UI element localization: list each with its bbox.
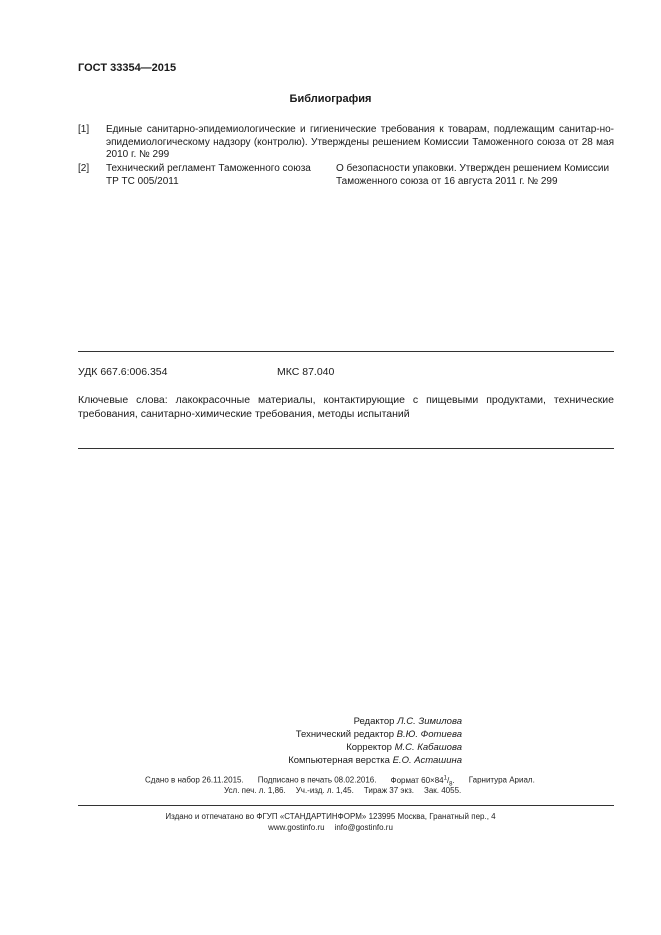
credit-layout xyxy=(200,754,462,767)
divider xyxy=(78,351,614,352)
divider xyxy=(78,805,614,806)
bibliography-title: Библиография xyxy=(289,93,372,105)
credit-role: Компьютерная верстка xyxy=(288,755,390,766)
credit-name: В.Ю. Фотиева xyxy=(396,729,462,740)
document-id: ГОСТ 33354—2015 xyxy=(78,62,177,74)
credit-tech-editor xyxy=(200,728,462,741)
reference-source: Технический регламент Таможенного союза ТР ТС 005/2011 xyxy=(106,163,311,187)
mks-code: МКС 87.040 xyxy=(277,366,335,378)
credit-role: Корректор xyxy=(346,742,392,753)
reference-number: [1] xyxy=(78,124,90,135)
email-link[interactable]: info@gostinfo.ru xyxy=(334,823,393,832)
print-sheets: Усл. печ. л. 1,86. xyxy=(224,786,286,795)
typeface: Гарнитура Ариал. xyxy=(468,775,535,785)
submitted-date: Сдано в набор 26.11.2015. xyxy=(145,775,244,785)
divider xyxy=(78,448,614,449)
publisher-address: Издано и отпечатано во ФГУП «СТАНДАРТИНФОРМ» 123995 Москва, Гранатный пер., 4 xyxy=(165,812,496,821)
order-number: Зак. 4055. xyxy=(424,786,462,795)
credit-proofreader xyxy=(200,741,462,754)
keywords: Ключевые слова: лакокрасочные материалы, контактирующие с пищевыми продуктами, технические требования, санитарно-химические требования, методы испытаний xyxy=(78,394,614,420)
publisher-contacts xyxy=(0,823,661,832)
credit-role: Технический редактор xyxy=(295,729,395,740)
website-link[interactable]: www.gostinfo.ru xyxy=(268,823,325,832)
signed-date: Подписано в печать 08.02.2016. xyxy=(257,775,377,785)
credit-name: Л.С. Зимилова xyxy=(397,716,462,727)
paper-format: Формат $60\times 84^1/_8$. xyxy=(390,775,455,788)
reference-text: О безопасности упаковки. Утвержден решением Комиссии Таможенного союза от 16 августа 2011 г. № 299 xyxy=(336,163,610,187)
reference-number: [2] xyxy=(78,163,90,174)
udk-code: УДК 667.6:006.354 xyxy=(78,366,168,378)
reference-text: Единые санитарно-эпидемиологические и гигиенические требования к товарам, подлежащим санитар-но-эпидемиологическому надзору (контролю). Утверждены решением Комиссии Таможенного союза от 28 мая 2010 г. № 299 xyxy=(106,124,614,160)
credit-role: Редактор xyxy=(353,716,395,727)
credit-editor xyxy=(200,715,462,728)
credit-name: Е.О. Асташина xyxy=(392,755,462,766)
publishing-line-2 xyxy=(224,786,461,795)
credit-name: М.С. Кабашова xyxy=(394,742,462,753)
publisher-sheets: Уч.-изд. л. 1,45. xyxy=(295,786,354,795)
print-run: Тираж 37 экз. xyxy=(363,786,414,795)
